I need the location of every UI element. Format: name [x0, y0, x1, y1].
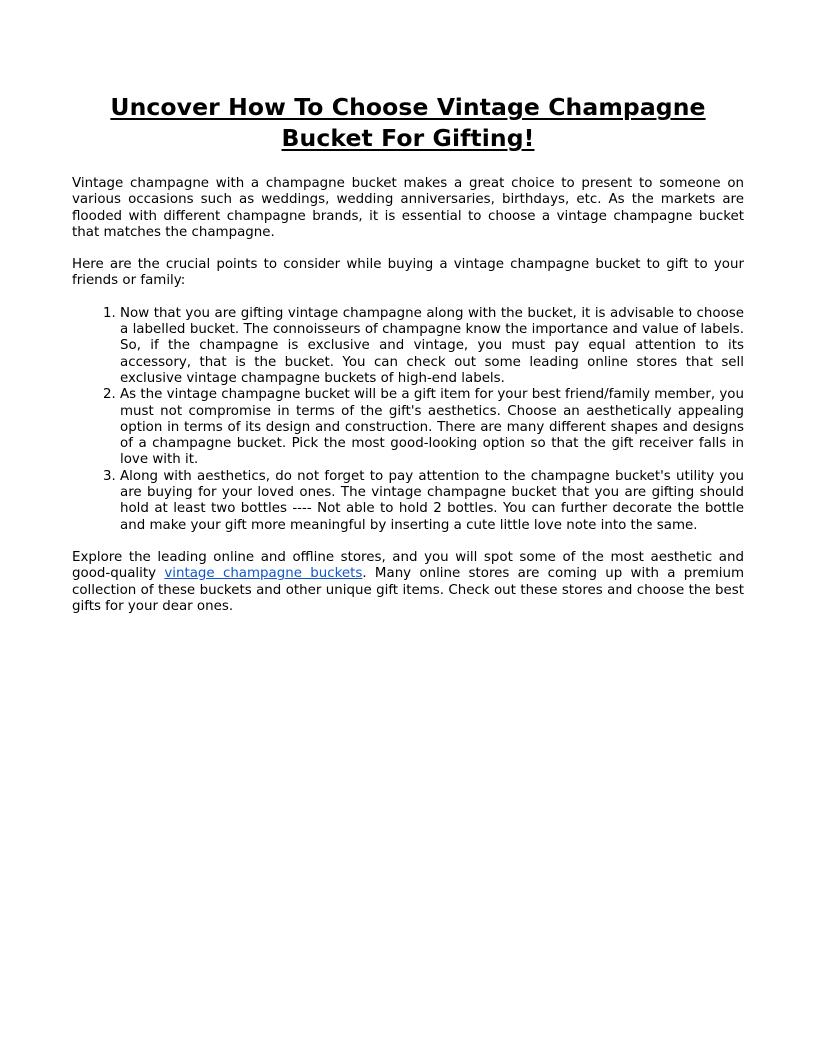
vintage-champagne-buckets-link[interactable]: vintage champagne buckets — [164, 566, 363, 582]
list-item: 3. Along with aesthetics, do not forget to pay attention to the champagne bucket's utility you are buying for your loved ones. The vintage champagne bucket that you are gifting should hold at least two bottles ---- Not able to hold 2 bottles. You can further decorate the bottle and make your gift more meaningful by inserting a cute little love note into the same. — [120, 469, 744, 534]
intro-paragraph: Vintage champagne with a champagne bucket makes a great choice to present to someone on various occasions such as weddings, wedding anniversaries, birthdays, etc. As the markets are flooded with different champagne brands, it is essential to choose a vintage champagne bucket that matches the champagne. — [72, 176, 744, 240]
points-list — [72, 306, 744, 534]
closing-text-before-link: Explore the leading online and offline stores, and you will spot some of the most aesthetic and good-quality — [72, 549, 744, 582]
points-intro-paragraph: Here are the crucial points to consider while buying a vintage champagne bucket to gift to your friends or family: — [72, 257, 744, 289]
page-title — [72, 92, 744, 154]
closing-paragraph — [72, 550, 744, 615]
document-page — [72, 92, 744, 631]
list-item: 1. Now that you are gifting vintage champagne along with the bucket, it is advisable to choose a labelled bucket. The connoisseurs of champagne know the importance and value of labels. So, if the champagne is exclusive and vintage, you must pay equal attention to its accessory, that is the bucket. You can check out some leading online stores that sell exclusive vintage champagne buckets of high-end labels. — [120, 306, 744, 387]
title-line-1: Uncover How To Choose Vintage Champagne — [110, 93, 706, 121]
list-item: 2. As the vintage champagne bucket will be a gift item for your best friend/family member, you must not compromise in terms of the gift's aesthetics. Choose an aesthetically appealing option in terms of its design and construction. There are many different shapes and designs of a champagne bucket. Pick the most good-looking option so that the gift receiver falls in love with it. — [120, 387, 744, 468]
closing-text-after-link: . Many online stores are coming up with a premium collection of these buckets and other unique gift items. Check out these stores and choose the best gifts for your dear ones. — [72, 566, 744, 614]
title-line-2: Bucket For Gifting! — [281, 124, 535, 152]
